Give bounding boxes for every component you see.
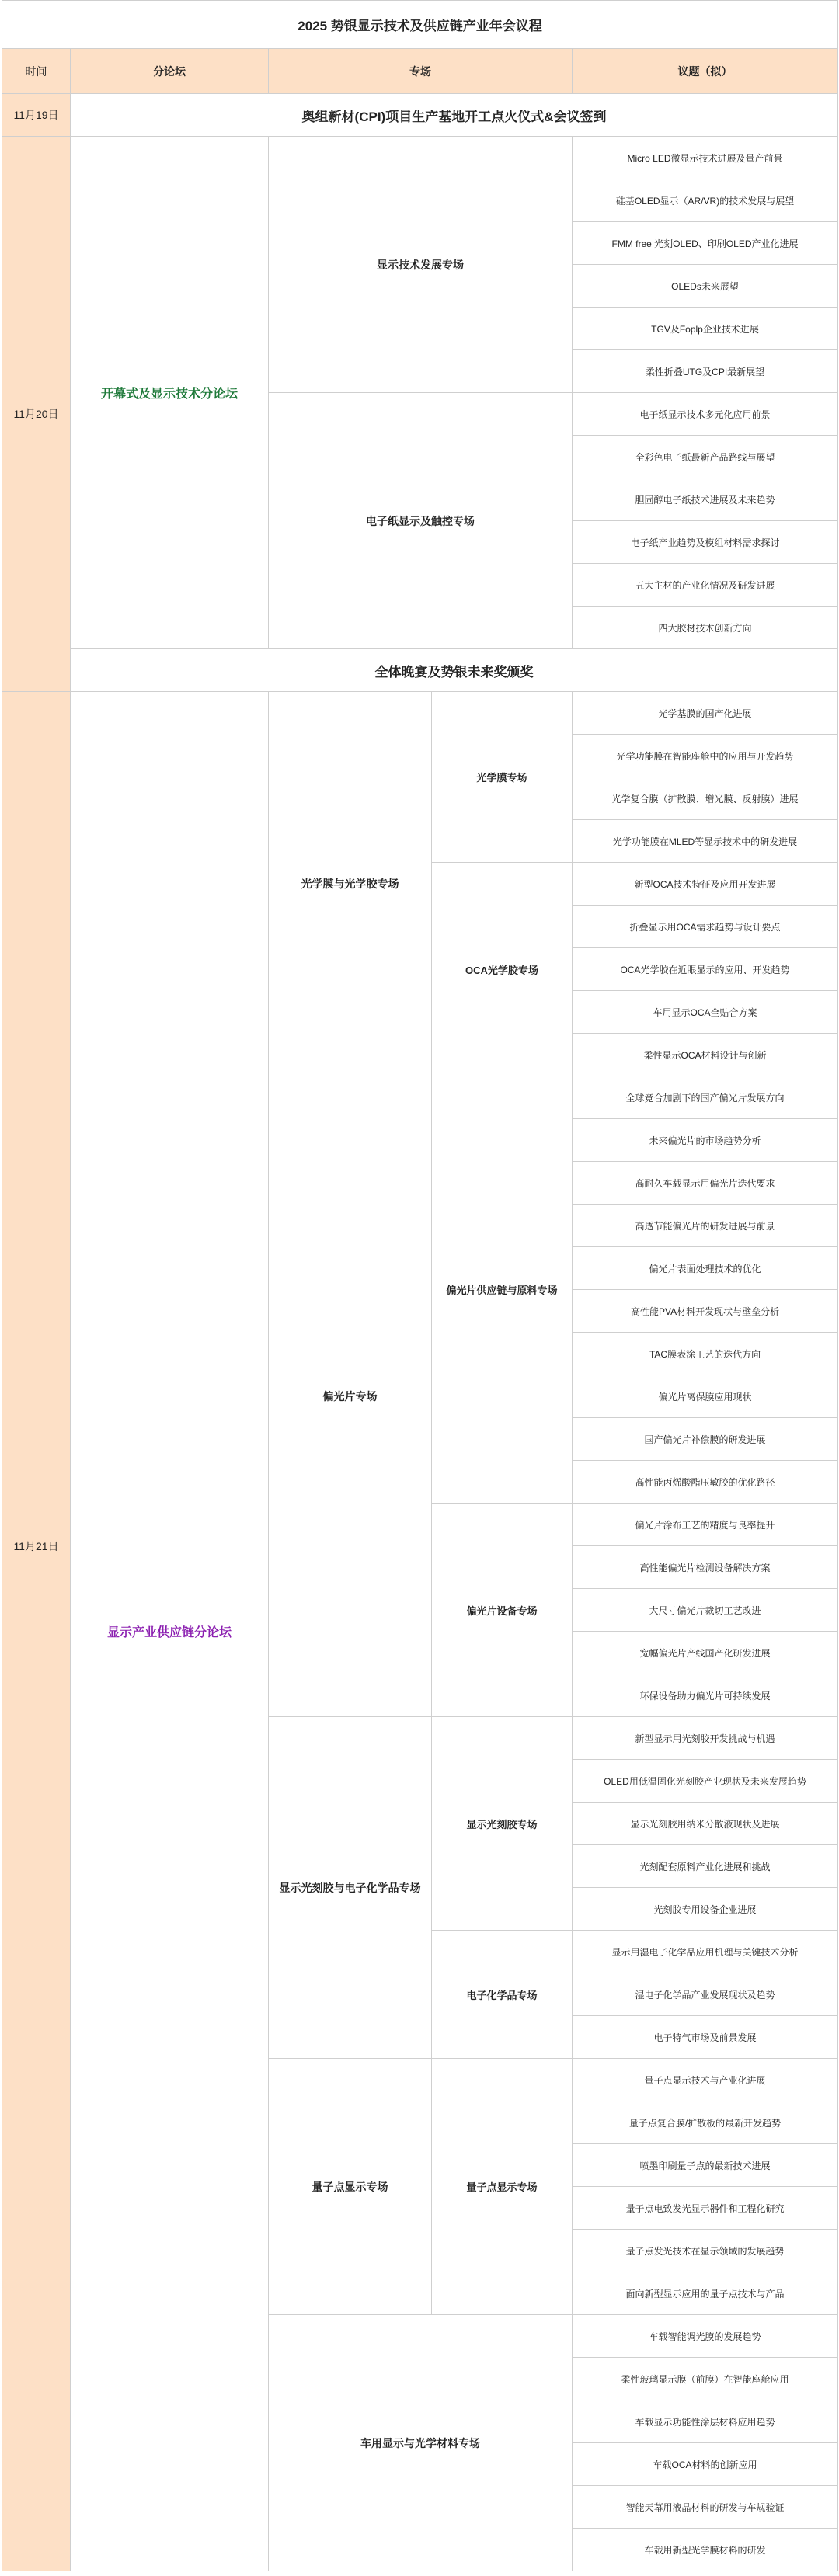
sub-track-name: 显示光刻胶专场	[432, 1717, 573, 1931]
day1-row	[2, 94, 838, 137]
topic-item: 胆固醇电子纸技术进展及未来趋势	[573, 478, 838, 521]
title-row	[2, 1, 838, 49]
date-day2: 11月20日	[2, 137, 71, 692]
topic-item: 量子点电致发光显示器件和工程化研究	[573, 2187, 838, 2230]
date-stripe	[2, 2400, 71, 2571]
topic-item: 高耐久车载显示用偏光片迭代要求	[573, 1162, 838, 1205]
banquet-banner: 全体晚宴及势银未来奖颁奖	[71, 649, 838, 692]
track-name: 电子纸显示及触控专场	[269, 393, 573, 649]
topic-item: 喷墨印刷量子点的最新技术进展	[573, 2144, 838, 2187]
topic-item: 柔性折叠UTG及CPI最新展望	[573, 350, 838, 393]
topic-item: 折叠显示用OCA需求趋势与设计要点	[573, 906, 838, 948]
topic-item: 车载智能调光膜的发展趋势	[573, 2315, 838, 2358]
track-name: 车用显示与光学材料专场	[269, 2315, 573, 2571]
topic-item: 新型OCA技术特征及应用开发进展	[573, 863, 838, 906]
sub-track-name: OCA光学胶专场	[432, 863, 573, 1076]
topic-item: 柔性显示OCA材料设计与创新	[573, 1034, 838, 1076]
topic-item: 五大主材的产业化情况及研发进展	[573, 564, 838, 607]
topic-item: 高性能偏光片检测设备解决方案	[573, 1546, 838, 1589]
topic-item: 偏光片表面处理技术的优化	[573, 1247, 838, 1290]
sub-track-name: 电子化学品专场	[432, 1931, 573, 2059]
topic-item: 高性能PVA材料开发现状与壁垒分析	[573, 1290, 838, 1333]
topic-item: 光学复合膜（扩散膜、增光膜、反射膜）进展	[573, 777, 838, 820]
topic-item: OLEDs未来展望	[573, 265, 838, 308]
topic-item: 车用显示OCA全贴合方案	[573, 991, 838, 1034]
banquet-row	[2, 649, 838, 692]
topic-item: 光学基膜的国产化进展	[573, 692, 838, 735]
topic-item: 硅基OLED显示（AR/VR)的技术发展与展望	[573, 179, 838, 222]
topic-item: 车载OCA材料的创新应用	[573, 2443, 838, 2486]
agenda-table	[2, 0, 838, 2571]
page-title: 2025 势银显示技术及供应链产业年会议程	[2, 1, 838, 49]
track-name: 偏光片专场	[269, 1076, 432, 1717]
topic-item: 车载显示功能性涂层材料应用趋势	[573, 2400, 838, 2443]
topic-item: 智能天幕用液晶材料的研发与车规验证	[573, 2486, 838, 2529]
date-day1: 11月19日	[2, 94, 71, 137]
topic-item: 量子点复合膜/扩散板的最新开发趋势	[573, 2101, 838, 2144]
track-name: 量子点显示专场	[269, 2059, 432, 2315]
topic-item: Micro LED微显示技术进展及量产前景	[573, 137, 838, 179]
topic-item: 偏光片离保膜应用现状	[573, 1375, 838, 1418]
header-time: 时间	[2, 49, 71, 94]
track-name: 显示光刻胶与电子化学品专场	[269, 1717, 432, 2059]
header-track: 专场	[269, 49, 573, 94]
topic-item: 电子纸显示技术多元化应用前景	[573, 393, 838, 436]
topic-item: 光刻配套原料产业化进展和挑战	[573, 1845, 838, 1888]
topic-item: 偏光片涂布工艺的精度与良率提升	[573, 1504, 838, 1546]
header-topics: 议题（拟）	[573, 49, 838, 94]
topic-item: 全彩色电子纸最新产品路线与展望	[573, 436, 838, 478]
topic-item: OCA光学胶在近眼显示的应用、开发趋势	[573, 948, 838, 991]
date-day3: 11月21日	[2, 692, 71, 2400]
topic-item: TGV及Foplp企业技术进展	[573, 308, 838, 350]
topic-item: 全球竞合加剧下的国产偏光片发展方向	[573, 1076, 838, 1119]
topic-item: 高透节能偏光片的研发进展与前景	[573, 1205, 838, 1247]
topic-item: 柔性玻璃显示膜（前膜）在智能座舱应用	[573, 2358, 838, 2400]
topic-item: 四大胶材技术创新方向	[573, 607, 838, 649]
topic-row	[2, 692, 838, 735]
sub-track-name: 量子点显示专场	[432, 2059, 573, 2315]
topic-item: 环保设备助力偏光片可持续发展	[573, 1674, 838, 1717]
topic-item: 国产偏光片补偿膜的研发进展	[573, 1418, 838, 1461]
sub-track-name: 偏光片设备专场	[432, 1504, 573, 1717]
topic-item: 量子点发光技术在显示领域的发展趋势	[573, 2230, 838, 2272]
topic-item: TAC膜表涂工艺的迭代方向	[573, 1333, 838, 1375]
topic-item: 显示用湿电子化学品应用机理与关键技术分析	[573, 1931, 838, 1973]
sub-track-name: 光学膜专场	[432, 692, 573, 863]
forum-opening: 开幕式及显示技术分论坛	[71, 137, 269, 649]
topic-row	[2, 137, 838, 179]
topic-item: 光学功能膜在智能座舱中的应用与开发趋势	[573, 735, 838, 777]
forum-supply-chain: 显示产业供应链分论坛	[71, 692, 269, 2571]
track-name: 光学膜与光学胶专场	[269, 692, 432, 1076]
topic-item: 湿电子化学品产业发展现状及趋势	[573, 1973, 838, 2016]
sub-track-name: 偏光片供应链与原料专场	[432, 1076, 573, 1504]
topic-item: 新型显示用光刻胶开发挑战与机遇	[573, 1717, 838, 1760]
topic-item: 未来偏光片的市场趋势分析	[573, 1119, 838, 1162]
topic-item: 面向新型显示应用的量子点技术与产品	[573, 2272, 838, 2315]
header-row	[2, 49, 838, 94]
topic-item: 大尺寸偏光片裁切工艺改进	[573, 1589, 838, 1632]
topic-item: 车载用新型光学膜材料的研发	[573, 2529, 838, 2571]
topic-item: OLED用低温固化光刻胶产业现状及未来发展趋势	[573, 1760, 838, 1803]
topic-item: 宽幅偏光片产线国产化研发进展	[573, 1632, 838, 1674]
topic-item: 电子特气市场及前景发展	[573, 2016, 838, 2059]
header-forum: 分论坛	[71, 49, 269, 94]
agenda-body	[2, 1, 838, 2571]
topic-item: 电子纸产业趋势及模组材料需求探讨	[573, 521, 838, 564]
topic-item: 光学功能膜在MLED等显示技术中的研发进展	[573, 820, 838, 863]
track-name: 显示技术发展专场	[269, 137, 573, 393]
topic-item: FMM free 光刻OLED、印刷OLED产业化进展	[573, 222, 838, 265]
topic-item: 量子点显示技术与产业化进展	[573, 2059, 838, 2101]
topic-item: 高性能丙烯酸酯压敏胶的优化路径	[573, 1461, 838, 1504]
topic-item: 显示光刻胶用纳米分散液现状及进展	[573, 1803, 838, 1845]
topic-item: 光刻胶专用设备企业进展	[573, 1888, 838, 1931]
day1-event: 奥组新材(CPI)项目生产基地开工点火仪式&会议签到	[71, 94, 838, 137]
